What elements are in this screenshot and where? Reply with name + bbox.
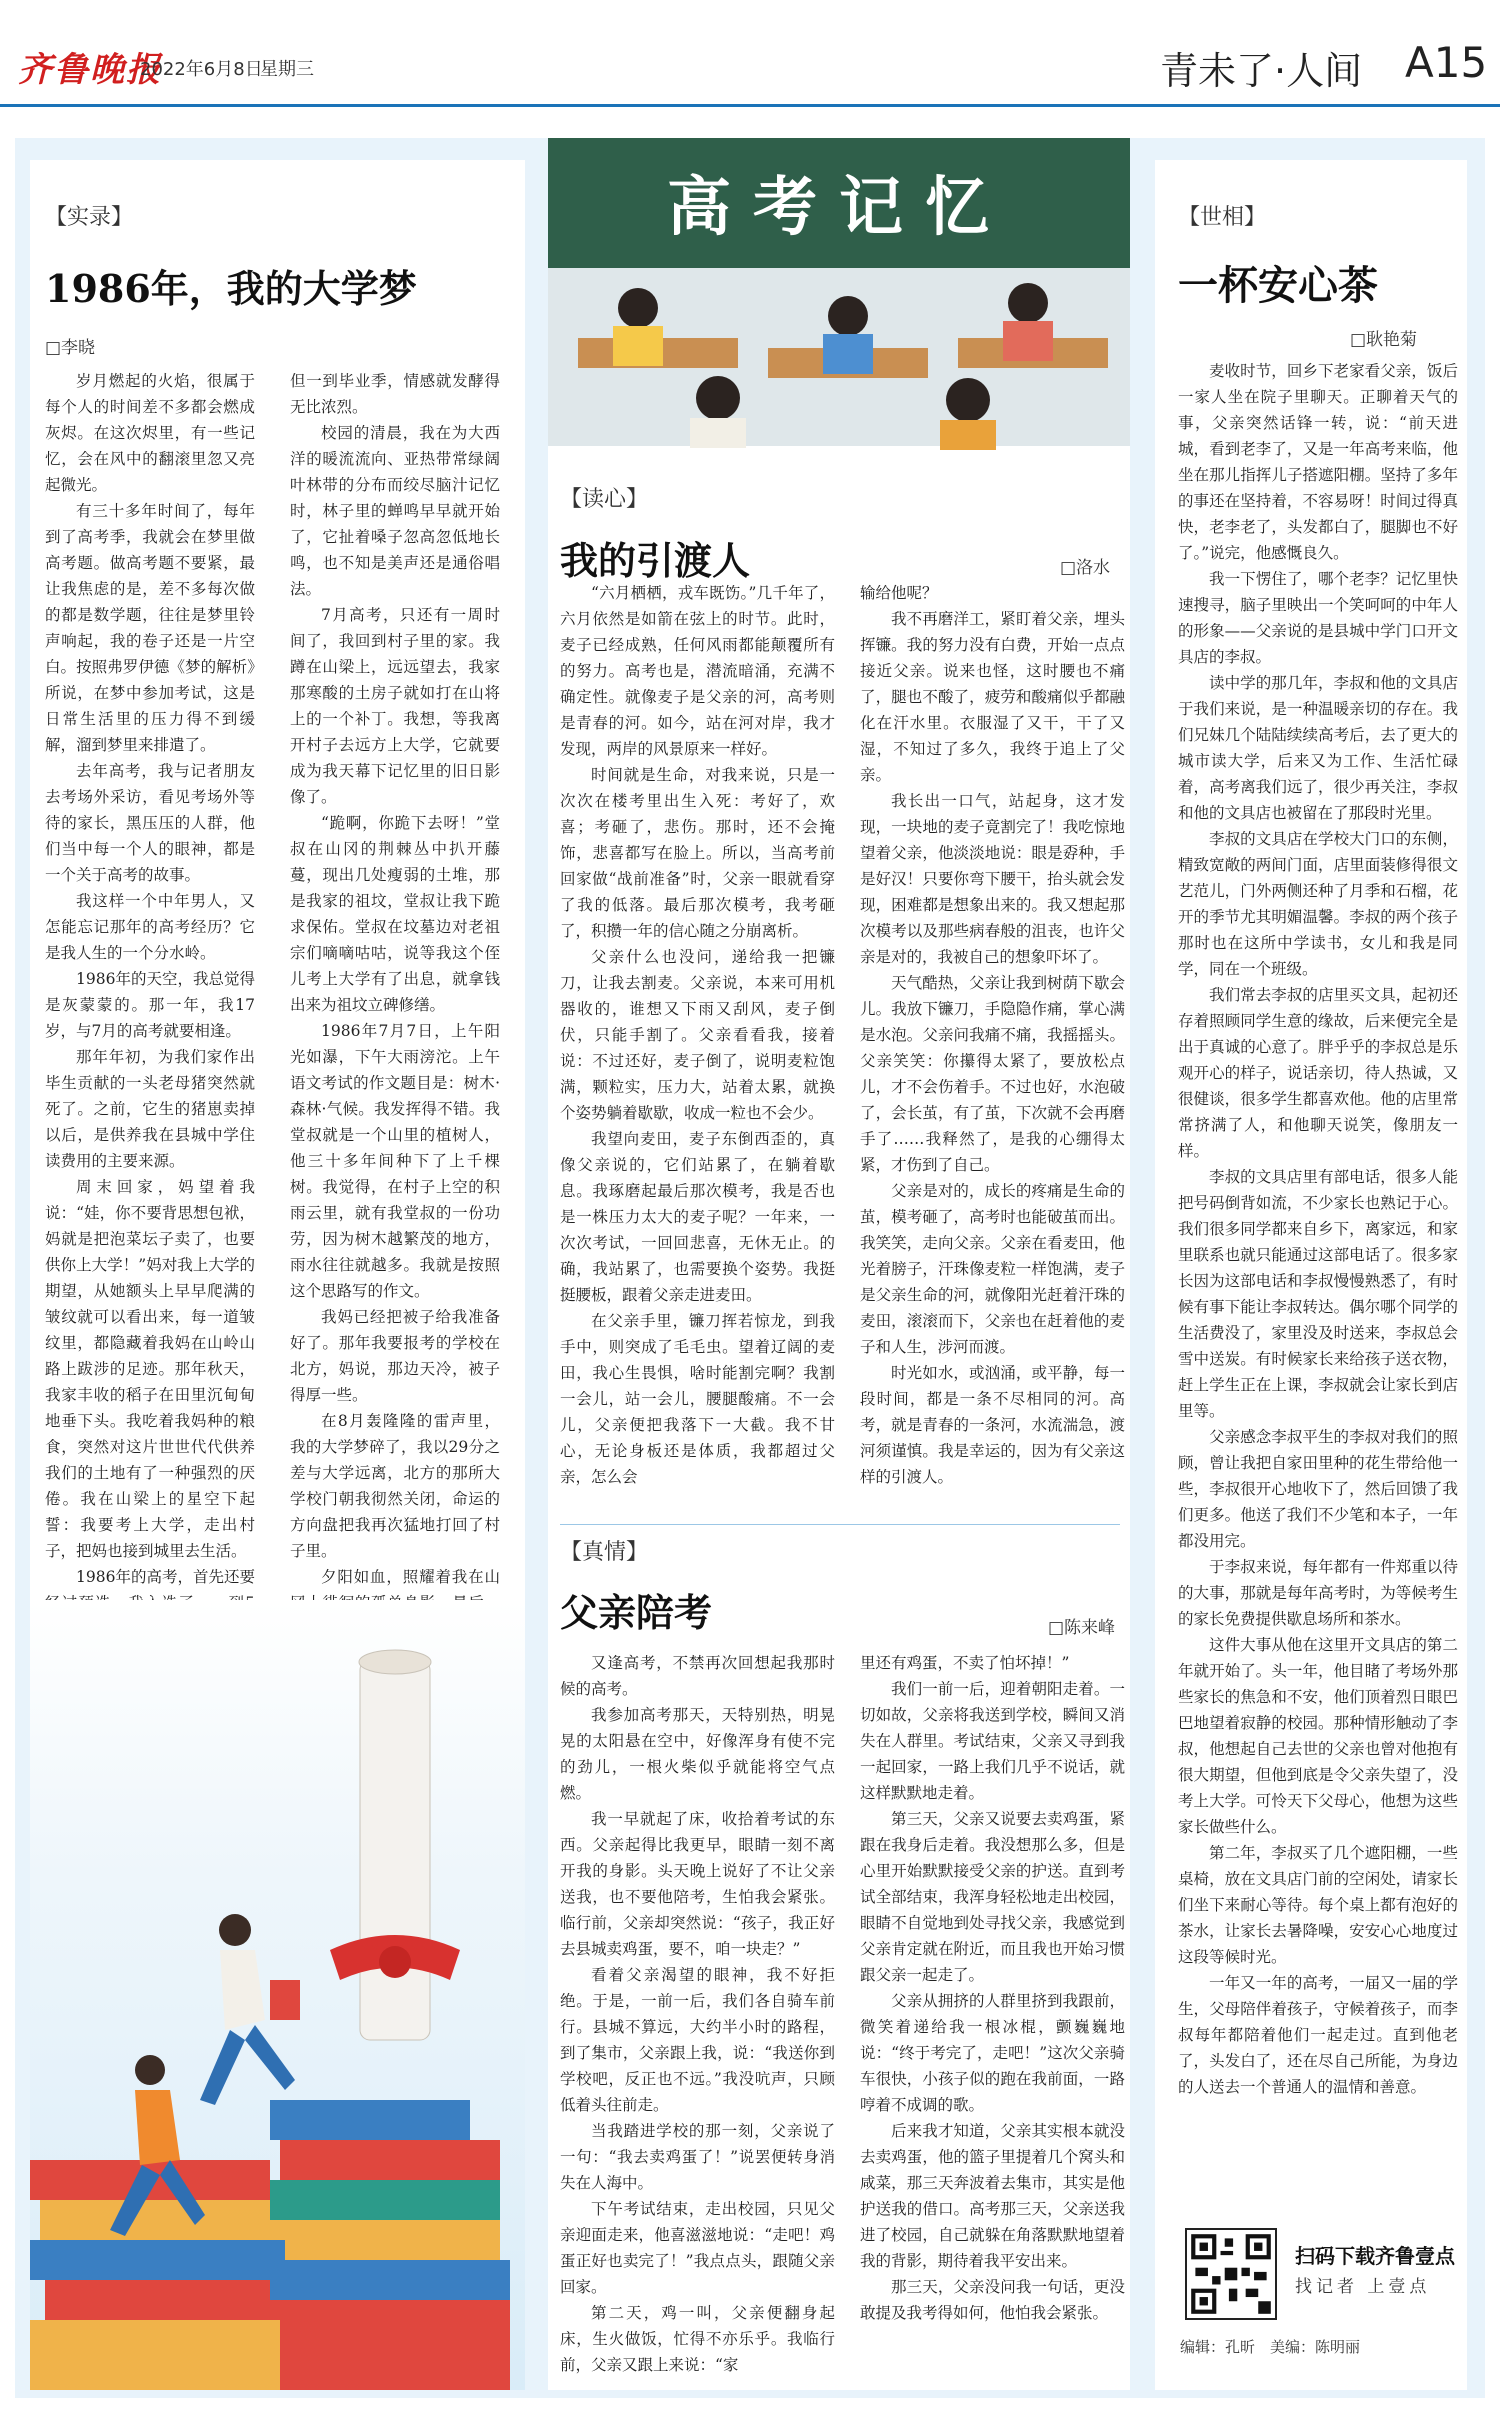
qr-caption-subtitle: 找记者 上壹点 <box>1295 2277 1431 2297</box>
paragraph: 时间就是生命，对我来说，只是一次次在楼考里出生入死：考好了，欢喜；考砸了，悲伤。那时，还不会掩饰，悲喜都写在脸上。所以，当高考前回家做“战前准备”时，父亲一眼就看穿了我的低落。最后那次模考，我考砸了，积攒一年的信心随之分崩离析。 <box>560 766 835 940</box>
paragraph: 我望向麦田，麦子东倒西歪的，真像父亲说的，它们站累了，在躺着歇息。我琢磨起最后那次模考，我是否也是一株压力太大的麦子呢？一年来，一次次考试，一回回悲喜，无休无止。的确，我站累了，也需要换个姿势。我挺挺腰板，跟着父亲走进麦田。 <box>560 1130 835 1304</box>
paragraph: “跪啊，你跪下去呀！”堂叔在山冈的荆棘丛中扒开藤蔓，现出几处瘦弱的土堆，那是我家的祖坟，堂叔让我下跪求保佑。堂叔在坟墓边对老祖宗们嘀嘀咕咕，说等我这个侄儿考上大学有了出息，就拿钱出来为祖坟立碑修缮。 <box>290 814 500 1014</box>
left-article-column-1 <box>45 368 255 1788</box>
paragraph: 校园的清晨，我在为大西洋的暖流流向、亚热带常绿阔叶林带的分布而绞尽脑汁记忆时，林子里的蝉鸣早早就开始了，它扯着嗓子忽高忽低地长鸣，也不知是美声还是通俗唱法。 <box>290 424 500 598</box>
issue-weekday: 星期三 <box>260 59 314 80</box>
issue-date: 2022年6月8日 <box>140 59 263 80</box>
center-article-1-author: □洛水 <box>1060 558 1111 578</box>
header-divider <box>0 104 1500 107</box>
paragraph: 父亲从拥挤的人群里挤到我跟前，微笑着递给我一根冰棍，颤巍巍地说：“终于考完了，走吧！”这次父亲骑车很快，小孩子似的跑在我前面，一路哼着不成调的歌。 <box>860 1992 1125 2114</box>
paragraph: 周末回家，妈望着我说：“娃，你不要背思想包袱，妈就是把泡菜坛子卖了，也要供你上大学！”妈对我上大学的期望，从她额头上早早爬满的皱纹就可以看出来，每一道皱纹里，都隐藏着我妈在山岭山路上跋涉的足迹。那年秋天，我家丰收的稻子在田里沉甸甸地垂下头。我吃着我妈种的粮食，突然对这片世世代代供养我们的土地有了一种强烈的厌倦。我在山梁上的星空下起誓：我要考上大学，走出村子，把妈也接到城里去生活。 <box>45 1178 255 1560</box>
paragraph: 7月高考，只还有一周时间了，我回到村子里的家。我蹲在山梁上，远远望去，我家那寒酸的土房子就如打在山将上的一个补丁。我想，等我离开村子去远方上大学，它就要成为我天幕下记忆里的旧日影像了。 <box>290 606 500 806</box>
paragraph: 下午考试结束，走出校园，只见父亲迎面走来，他喜滋滋地说：“走吧！鸡蛋正好也卖完了！”我点点头，跟随父亲回家。 <box>560 2200 835 2296</box>
paragraph: 在8月轰隆隆的雷声里，我的大学梦碎了，我以29分之差与大学远离，北方的那所大学校门朝我彻然关闭，命运的方向盘把我再次猛地打回了村子里。 <box>290 1412 500 1560</box>
paragraph: 父亲是对的，成长的疼痛是生命的茧，模考砸了，高考时也能破茧而出。我笑笑，走向父亲。父亲在看麦田，他光着膀子，汗珠像麦粒一样饱满，麦子是父亲生命的河，就像阳光赶着汗珠的麦田，滚滚而下，父亲也在赶着他的麦子和人生，涉河而渡。 <box>860 1182 1125 1356</box>
paragraph: 时光如水，或汹涌，或平静，每一段时间，都是一条不尽相同的河。高考，就是青春的一条河，水流湍急，渡河须谨慎。我是幸运的，因为有父亲这样的引渡人。 <box>860 1364 1125 1486</box>
qr-code-icon[interactable] <box>1185 2228 1277 2320</box>
paragraph: 于李叔来说，每年都有一件郑重以待的大事，那就是每年高考时，为等候考生的家长免费提供歇息场所和茶水。 <box>1178 1558 1458 1628</box>
paragraph: 后来我才知道，父亲其实根本就没去卖鸡蛋，他的篮子里提着几个窝头和咸菜，那三天奔波着去集市，其实是他护送我的借口。高考那三天，父亲送我进了校园，自己就躲在角落默默地望着我的背影，期待着我平安出来。 <box>860 2122 1125 2270</box>
editor-credits: 编辑：孔昕 美编：陈明丽 <box>1180 2338 1361 2356</box>
paragraph: 1986年的高考，首先还要 <box>76 1568 255 1586</box>
paragraph: 在父亲手里，镰刀挥若惊龙，到我手中，则突成了毛毛虫。望着辽阔的麦田，我心生畏惧，啥时能割完啊？我割一会儿，站一会儿，腰腿酸痛。不一会儿，父亲便把我落下一大截。我不甘心，无论身板还是体质，我都超过父亲，怎么会 <box>560 1312 835 1486</box>
center-article-2-title: 父亲陪考 <box>560 1590 713 1635</box>
right-article-body <box>1178 358 1458 2198</box>
center-article-1-title: 我的引渡人 <box>560 538 751 583</box>
paragraph: 那三天，父亲没问我一句话，更没敢提及我考得如何，他怕我会紧张。 <box>860 2278 1125 2322</box>
right-article-author: □耿艳菊 <box>1350 330 1418 350</box>
paragraph: 我一下愣住了，哪个老李？记忆里快速搜寻，脑子里映出一个笑呵呵的中年人的形象——父亲说的是县城中学门口开文具店的李叔。 <box>1178 570 1458 666</box>
paragraph: 父亲感念李叔平生的李叔对我们的照顾，曾让我把自家田里种的花生带给他一些，李叔很开心地收下了，然后回馈了我们更多。他送了我们不少笔和本子，一年都没用完。 <box>1178 1428 1458 1550</box>
paragraph: 输给他呢？ <box>860 584 938 602</box>
paragraph: 我一早就起了床，收拾着考试的东西。父亲起得比我更早，眼睛一刻不离开我的身影。头天晚上说好了不让父亲送我，也不要他陪考，生怕我会紧张。临行前，父亲却突然说：“孩子，我正好去县城卖鸡蛋，要不，咱一块走？” <box>560 1810 835 1958</box>
paragraph: 我妈已经把被子给我准备好了。那年我要报考的学校在北方，妈说，那边天冷，被子得厚一些。 <box>290 1308 500 1404</box>
paragraph: 我们常去李叔的店里买文具，起初还存着照顾同学生意的缘故，后来便完全是出于真诚的心意了。胖乎乎的李叔总是乐观开心的样子，说话亲切，待人热诚，又很健谈，很多学生都喜欢他。他的店里常常挤满了人，和他聊天说笑，像朋友一样。 <box>1178 986 1458 1160</box>
left-article-author: □李晓 <box>45 338 96 358</box>
paragraph: 我这样一个中年男人，又怎能忘记那年的高考经历？它是我人生的一个分水岭。 <box>45 892 255 962</box>
paragraph: 1986年7月7日，上午阳光如瀑，下午大雨滂沱。上午语文考试的作文题目是：树木·森林·气候。我发挥得不错。我堂叔就是一个山里的植树人，他三十多年间种下了上千棵树。我觉得，在村子上空的积雨云里，就有我堂叔的一份功劳，因为树木越繁茂的地方，雨水往往就越多。我就是按照这个思路写的作文。 <box>290 1022 500 1300</box>
paragraph: 里还有鸡蛋，不卖了怕坏掉！” <box>860 1654 1070 1672</box>
center-article-1-tag: 【读心】 <box>560 487 649 512</box>
paragraph: 看着父亲渴望的眼神，我不好拒绝。于是，一前一后，我们各自骑车前行。县城不算远，大约半小时的路程，到了集市，父亲跟上我，说：“我送你到学校吧，反正也不远。”我没吭声，只顾低着头往前走。 <box>560 1966 835 2114</box>
paragraph: 那年年初，为我们家作出毕生贡献的一头老母猪突然就死了。之前，它生的猪崽卖掉以后，是供养我在县城中学住读费用的主要来源。 <box>45 1048 255 1170</box>
center-article-1-column-2 <box>860 580 1125 1520</box>
paragraph: 我们一前一后，迎着朝阳走着。一切如故，父亲将我送到学校，瞬间又消失在人群里。考试结束，父亲又寻到我一起回家，一路上我们几乎不说话，就这样默默地走着。 <box>860 1680 1125 1802</box>
center-article-2-column-2 <box>860 1650 1125 2390</box>
center-article-2-tag: 【真情】 <box>560 1540 649 1565</box>
paragraph: 岁月燃起的火焰，很属于每个人的时间差不多都会燃成灰烬。在这次烬里，有一些记忆，会在风中的翻滚里忽又亮起微光。 <box>45 372 255 494</box>
masthead-logo: 齐鲁晚报 <box>18 50 162 90</box>
page-number: A15 <box>1405 38 1488 87</box>
center-article-2-author: □陈来峰 <box>1048 1618 1116 1638</box>
center-article-1-column-1 <box>560 580 835 1520</box>
paragraph: 去年高考，我与记者朋友去考场外采访，看见考场外等待的家长，黑压压的人群，他们当中每一个人的眼神，都是一个关于高考的故事。 <box>45 762 255 884</box>
left-article-title: 1986年，我的大学梦 <box>45 266 417 311</box>
right-article-title: 一杯安心茶 <box>1178 262 1378 309</box>
left-article-column-2 <box>290 368 500 1678</box>
right-article-tag: 【世相】 <box>1178 205 1267 230</box>
center-divider <box>560 1524 1120 1525</box>
paragraph: 有三十多年时间了，每年到了高考季，我就会在梦里做高考题。做高考题不要紧，最让我焦虑的是，差不多每次做的都是数学题，往往是梦里铃声响起，我的卷子还是一片空白。按照弗罗伊德《梦的解析》所说，在梦中参加考试，这是日常生活里的压力得不到缓解，溜到梦里来排遣了。 <box>45 502 255 754</box>
paragraph: 天气酷热，父亲让我到树荫下歇会儿。我放下镰刀，手隐隐作痛，掌心满是水泡。父亲问我痛不痛，我摇摇头。父亲笑笑：你攥得太紧了，要放松点儿，才不会伤着手。不过也好，水泡破了，会长茧，有了茧，下次就不会再磨手了……我释然了，是我的心绷得太紧，才伤到了自己。 <box>860 974 1125 1174</box>
paragraph: 当我踏进学校的那一刻，父亲说了一句：“我去卖鸡蛋了！”说罢便转身消失在人海中。 <box>560 2122 835 2192</box>
paragraph: 李叔的文具店在学校大门口的东侧，精致宽敞的两间门面，店里面装修得很文艺范儿，门外两侧还种了月季和石榴，花开的季节尤其明媚温馨。李叔的两个孩子那时也在这所中学读书，女儿和我是同学，同在一个班级。 <box>1178 830 1458 978</box>
paragraph: 一年又一年的高考，一届又一届的学生，父母陪伴着孩子，守候着孩子，而李叔每年都陪着他们一起走过。直到他老了，头发白了，还在尽自己所能，为身边的人送去一个普通人的温情和善意。 <box>1178 1974 1458 2096</box>
paragraph: 我不再磨洋工，紧盯着父亲，埋头挥镰。我的努力没有白费，开始一点点接近父亲。说来也怪，这时腰也不痛了，腿也不酸了，疲劳和酸痛似乎都融化在汗水里。衣服湿了又干，干了又湿，不知过了多久，我终于追上了父亲。 <box>860 610 1125 784</box>
paragraph: 读中学的那几年，李叔和他的文具店于我们来说，是一种温暖亲切的存在。我们兄妹几个陆陆续续高考后，去了更大的城市读大学，后来又为工作、生活忙碌着，高考离我们远了，很少再关注，李叔和他的文具店也被留在了那段时光里。 <box>1178 674 1458 822</box>
paragraph: 第二年，李叔买了几个遮阳棚，一些桌椅，放在文具店门前的空闲处，请家长们坐下来耐心等待。每个桌上都有泡好的茶水，让家长去暑降噪，安安心心地度过这段等候时光。 <box>1178 1844 1458 1966</box>
paragraph: “六月栖栖，戎车既饬。”几千年了，六月依然是如箭在弦上的时节。此时，麦子已经成熟，任何风雨都能颠覆所有的努力。高考也是，潜流暗涌，充满不确定性。就像麦子是父亲的河，高考则是青春的河。如今，站在河对岸，我才发现，两岸的风景原来一样好。 <box>560 584 835 758</box>
paragraph: 又逢高考，不禁再次回想起我那时候的高考。 <box>560 1654 835 1698</box>
paragraph: 李叔的文具店里有部电话，很多人能把号码倒背如流，不少家长也熟记于心。我们很多同学都来自乡下，离家远，和家里联系也就只能通过这部电话了。很多家长因为这部电话和李叔慢慢熟悉了，有时候有事下能让李叔转达。偶尔哪个同学的生活费没了，家里没及时送来，李叔总会雪中送炭。有时候家长来给孩子送衣物，赶上学生正在上课，李叔就会让家长到店里等。 <box>1178 1168 1458 1420</box>
graduation-illustration <box>30 1600 525 2390</box>
paragraph: 第二天，鸡一叫，父亲便翻身起床，生火做饭，忙得不亦乐乎。我临行前，父亲又跟上来说：“家 <box>560 2304 835 2374</box>
center-article-2-column-1 <box>560 1650 835 2390</box>
paragraph: 麦收时节，回乡下老家看父亲，饭后一家人坐在院子里聊天。正聊着天气的事，父亲突然话锋一转，说：“前天进城，看到老李了，又是一年高考来临，他坐在那儿指挥儿子搭遮阳棚。坚持了多年的事还在坚持着，不容易呀！时间过得真快，老李老了，头发都白了，腿脚也不好了。”说完，他感慨良久。 <box>1178 362 1458 562</box>
qr-caption-title: 扫码下载齐鲁壹点 <box>1295 2244 1455 2268</box>
paragraph: 这件大事从他在这里开文具店的第二年就开始了。头一年，他目睹了考场外那些家长的焦急和不安，他们顶着烈日眼巴巴地望着寂静的校园。那种情形触动了李叔，他想起自己去世的父亲也曾对他抱有很大期望，但他到底是令父亲失望了，没考上大学。可怜天下父母心，他想为这些家长做些什么。 <box>1178 1636 1458 1836</box>
banner-illustration <box>548 138 1130 446</box>
paragraph: 但一到毕业季，情感就发酵得无比浓烈。 <box>290 372 500 416</box>
paragraph: 我长出一口气，站起身，这才发现，一块地的麦子竟割完了！我吃惊地望着父亲，他淡淡地说：眼是孬种，手是好汉！只要你弯下腰干，抬头就会发现，困难都是想象出来的。我又想起那次模考以及那些病春般的沮丧，也许父亲是对的，我被自己的想象吓坏了。 <box>860 792 1125 966</box>
paragraph: 父亲什么也没问，递给我一把镰刀，让我去割麦。父亲说，本来可用机器收的，谁想又下雨又刮风，麦子倒伏，只能手割了。父亲看看我，接着说：不过还好，麦子倒了，说明麦粒饱满，颗粒实，压力大，站着太累，就换个姿势躺着歇歇，收成一粒也不会少。 <box>560 948 835 1122</box>
paragraph: 夕阳如血，照耀着我在山 <box>321 1568 500 1586</box>
page-header <box>0 0 1500 108</box>
paragraph: 1986年的天空，我总觉得是灰蒙蒙的。那一年，我17岁，与7月的高考就要相逢。 <box>45 970 255 1040</box>
paragraph: 第三天，父亲又说要去卖鸡蛋，紧跟在我身后走着。我没想那么多，但是心里开始默默接受父亲的护送。直到考试全部结束，我浑身轻松地走出校园，眼睛不自觉地到处寻找父亲，我感觉到父亲肯定就在附近，而且我也开始习惯跟父亲一起走了。 <box>860 1810 1125 1984</box>
section-name: 青未了·人间 <box>1160 49 1363 93</box>
paragraph: 我参加高考那天，天特别热，明晃晃的太阳悬在空中，好像浑身有使不完的劲儿，一根火柴似乎就能将空气点燃。 <box>560 1706 835 1802</box>
banner-title: 高考记忆 <box>667 171 1011 245</box>
left-article-tag: 【实录】 <box>45 205 134 230</box>
